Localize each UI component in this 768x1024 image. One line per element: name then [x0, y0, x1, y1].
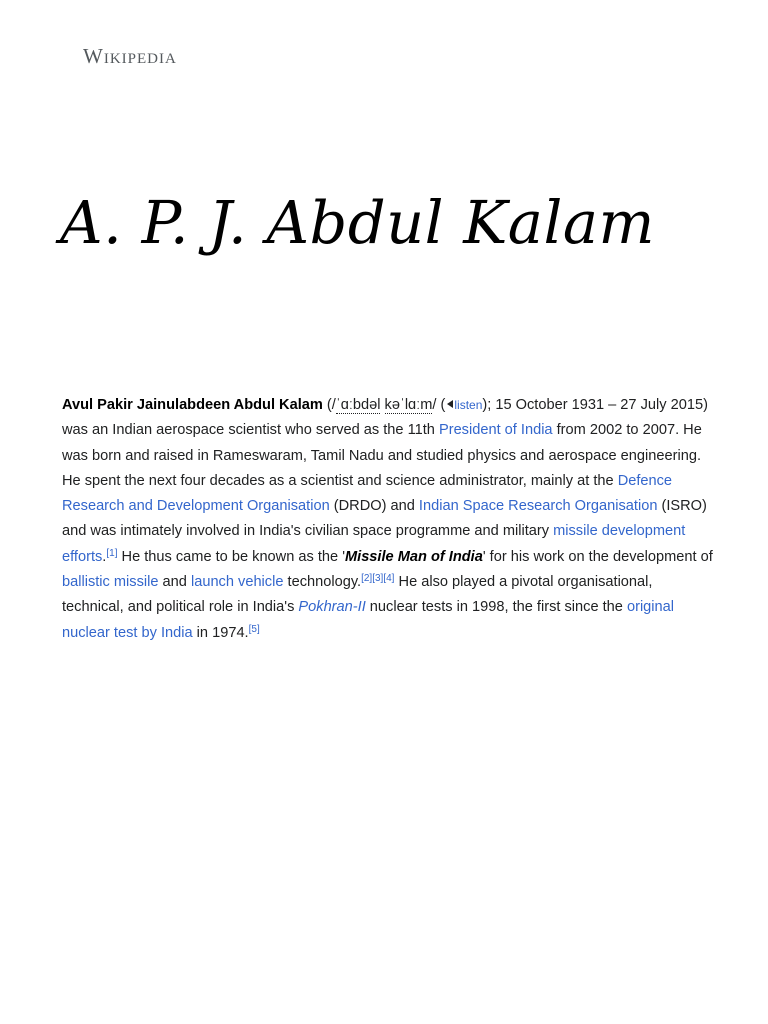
link-pokhran-ii[interactable]: Pokhran-II [298, 599, 366, 616]
link-original-nuclear-test[interactable]: original nuclear test by India [62, 599, 675, 641]
subject-name: Avul Pakir Jainulabdeen Abdul Kalam [62, 397, 323, 413]
text-run: (/ [322, 397, 336, 413]
text-run: technology. [283, 574, 362, 591]
reference-2[interactable]: [2] [361, 573, 373, 585]
text-run: and studied physics and [383, 447, 549, 464]
link-drdo[interactable]: Defence Research and Development Organisation [62, 472, 673, 515]
text-run: ); 15 October 1931 – 27 July 2015) was an Indian aerospace scientist who served as the 11th [62, 397, 708, 439]
missile-man-phrase: Missile Man of India [344, 548, 483, 565]
text-run: . [102, 548, 107, 565]
text-run: , [302, 447, 311, 464]
text-run: in 1974. [192, 624, 249, 641]
ipa-second-link[interactable]: kəˈlɑːm [384, 397, 433, 413]
text-run: He thus came to be known as the ' [117, 548, 345, 565]
lead-paragraph [62, 393, 714, 646]
reference-5[interactable]: [5] [248, 623, 260, 635]
reference-1[interactable]: [1] [106, 547, 118, 559]
ipa-first-link[interactable]: ˈɑːbdəl [335, 397, 381, 413]
reference-4[interactable]: [4] [383, 573, 395, 585]
link-missile-development[interactable]: missile development efforts [62, 523, 686, 565]
text-run: from 2002 to 2007. He was born and raised in [62, 422, 702, 464]
text-run: ' for his work on the development of [482, 548, 713, 565]
text-run: He also played a pivotal organisational, technical, and political role in India's [62, 574, 653, 616]
link-tamil-nadu[interactable]: Tamil Nadu [310, 447, 384, 464]
speaker-icon[interactable] [447, 400, 453, 408]
link-isro[interactable]: Indian Space Research Organisation [418, 498, 658, 515]
text-run: and [158, 574, 191, 591]
link-ballistic-missile[interactable]: ballistic missile [62, 574, 159, 591]
text-run: nuclear tests in 1998, the first since the [365, 599, 627, 616]
text-run: / ( [432, 397, 446, 413]
link-rameswaram[interactable]: Rameswaram [212, 447, 303, 464]
link-president-of-india[interactable]: President of India [438, 422, 553, 439]
wikipedia-wordmark[interactable]: Wikipedia [83, 44, 177, 68]
text-run: (DRDO) and [329, 498, 419, 515]
text-run: (ISRO) and was intimately involved in India's civilian space programme and military [62, 498, 707, 540]
link-launch-vehicle[interactable]: launch vehicle [190, 574, 284, 591]
link-aerospace-engineering[interactable]: aerospace engineering [548, 447, 697, 464]
listen-link[interactable]: listen [454, 398, 483, 412]
text-run: . He spent the next four decades as a scientist and science administrator, mainly at the [62, 447, 702, 489]
reference-3[interactable]: [3] [372, 573, 384, 585]
page-title: A. P. J. Abdul Kalam [60, 188, 655, 257]
